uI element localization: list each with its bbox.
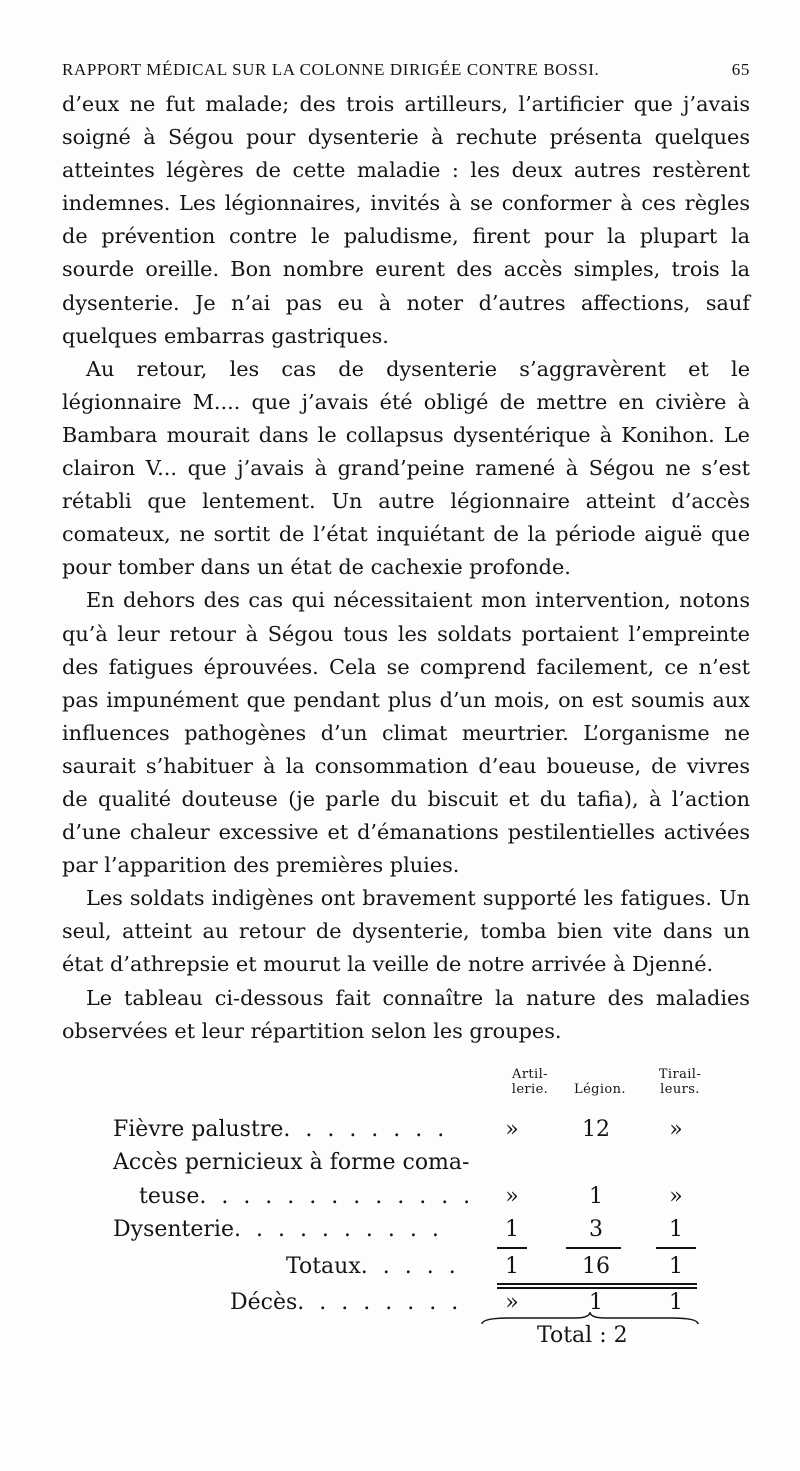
sum-line [497, 1247, 527, 1249]
leader-dots: . . . . . . . . . . . . . [199, 1184, 475, 1209]
cell: 1 [505, 1217, 519, 1242]
cell: 1 [669, 1290, 683, 1315]
row-label-text: Décès [230, 1290, 298, 1315]
cell: » [505, 1117, 519, 1142]
paragraph: En dehors des cas qui nécessitaient mon intervention, notons qu’à leur retour à Ségou tous les soldats portaient l’empreinte des fatigues éprouvées. Cela se comprend facilement, ce n’est pas impunément que pendant plus d’un mois, on est soumis aux influences pathogènes d’un climat meurtrier. L’organisme ne saurait s’habituer à la consommation d’eau boueuse, de vivres de qualité douteuse (je parle du biscuit et du tafia), à l’action d’une chaleur excessive et d’émanations pestilentielles activées par l’apparition des premières pluies. [62, 588, 750, 878]
row-label-acces [113, 1150, 469, 1176]
double-line [497, 1283, 697, 1285]
header-title: RAPPORT MÉDICAL SUR LA COLONNE DIRIGÉE CONTRE BOSSI. [62, 60, 600, 79]
double-line [497, 1287, 697, 1289]
column-header-line: Artil- [512, 1067, 548, 1082]
cell: 12 [582, 1117, 610, 1142]
paragraph: Les soldats indigènes ont bravement supporté les fatigues. Un seul, atteint au retour de dysenterie, tomba bien vite dans un état d’athrepsie et mourut la veille de notre arrivée à Djenné. [62, 886, 750, 977]
row-label-totaux [286, 1254, 460, 1280]
row-label-text: teuse [139, 1184, 200, 1209]
column-header-line: leurs. [660, 1082, 700, 1097]
column-header-tirailleurs [650, 1067, 710, 1097]
total-deaths: Total : 2 [537, 1323, 628, 1348]
leader-dots: . . . . . . . . [297, 1290, 463, 1315]
column-header-artillerie [505, 1067, 555, 1097]
cell: » [505, 1184, 519, 1209]
row-label-text: Accès pernicieux à forme coma- [113, 1150, 470, 1175]
row-label-text: Totaux [286, 1254, 361, 1279]
cell: » [669, 1184, 683, 1209]
paragraph: d’eux ne fut malade; des trois artilleurs, l’artificier que j’avais soigné à Ségou pour dysenterie à rechute présenta quelques atteintes légères de cette maladie : les deux autres restèrent indemnes. Les légionnaires, invités à se conformer à ces règles de prévention contre le paludisme, firent pour la plupart la sourde oreille. Bon nombre eurent des accès simples, trois la dysenterie. Je n’ai pas eu à noter d’autres affections, sauf quelques embarras gastriques. [62, 92, 750, 348]
leader-dots: . . . . . [360, 1254, 460, 1279]
cell: » [669, 1117, 683, 1142]
row-label-deces [230, 1290, 462, 1316]
column-header-line [560, 1067, 640, 1082]
cell: 3 [589, 1217, 603, 1242]
row-label-text: Dysenterie [113, 1217, 234, 1242]
page-number: 65 [731, 60, 750, 79]
cell: 1 [505, 1254, 519, 1279]
column-header-line: Légion. [574, 1082, 626, 1097]
paragraph: Le tableau ci-dessous fait connaître la nature des maladies observées et leur répartition selon les groupes. [62, 985, 750, 1043]
column-header-legion [560, 1067, 640, 1097]
column-header-line: Tirail- [658, 1067, 702, 1082]
cell: 16 [582, 1254, 610, 1279]
cell: 1 [669, 1254, 683, 1279]
sum-line [656, 1247, 696, 1249]
row-label-fievre [113, 1117, 448, 1143]
leader-dots: . . . . . . . . [283, 1117, 449, 1142]
sum-line [566, 1247, 621, 1249]
cell: 1 [589, 1290, 603, 1315]
paragraph: Au retour, les cas de dysenterie s’aggravèrent et le légionnaire M.... que j’avais été obligé de mettre en civière à Bambara mourait dans le collapsus dysentérique à Konihon. Le clairon V... que j’avais à grand’peine ramené à Ségou ne s’est rétabli que lentement. Un autre légionnaire atteint d’accès comateux, ne sortit de l’état inquiétant de la période aiguë que pour tomber dans un état de cachexie profonde. [62, 356, 750, 580]
row-label-teuse [139, 1184, 474, 1210]
cell: 1 [589, 1184, 603, 1209]
leader-dots: . . . . . . . . . . [233, 1217, 443, 1242]
cell: » [505, 1290, 519, 1315]
column-header-line: lerie. [511, 1082, 549, 1097]
row-label-dysenterie [113, 1217, 443, 1243]
row-label-text: Fièvre palustre [113, 1117, 284, 1142]
cell: 1 [669, 1217, 683, 1242]
